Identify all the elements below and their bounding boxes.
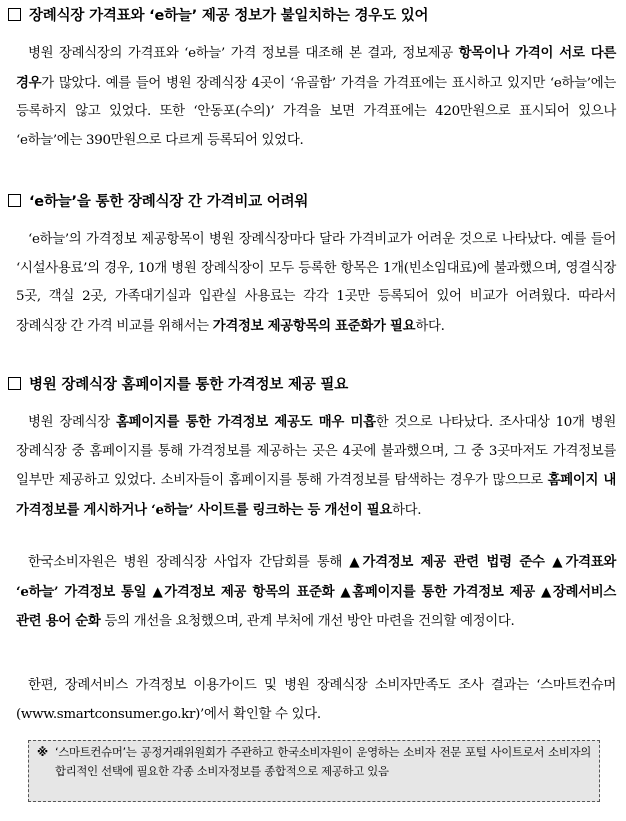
text-run: 가 많았다. 예를 들어 병원 장례식장 4곳이 ‘유골함’ 가격을 가격표에는 표시하고 있지만 ‘e하늘’에는 등록하지 않고 있었다. 또한 ‘안동포(수의)’ 가격을 보면 가격표에는 420만원으로 표시되어 있으나 ‘e하늘’에는 390만원으로 다르게 등록되어 있었다. [16, 75, 616, 148]
heading-text: 장례식장 가격표와 ‘e하늘’ 제공 정보가 불일치하는 경우도 있어 [29, 8, 429, 24]
paragraph-smartconsumer [16, 672, 616, 729]
footnote-text: ‘스마트컨슈머’는 공정거래위원회가 주관하고 한국소비자원이 운영하는 소비자 전문 포털 사이트로서 소비자의 합리적인 선택에 필요한 각종 소비자정보를 종합적으로 제공하고 있음 [55, 745, 591, 778]
section-heading-2 [6, 192, 618, 212]
text-run: 병원 장례식장의 가격표와 ‘e하늘’ 가격 정보를 대조해 본 결과, 정보제공 [28, 46, 459, 61]
reference-mark-icon: ※ [37, 745, 48, 759]
checkbox-bullet-icon [8, 377, 21, 390]
bold-text-run: 홈페이지를 통한 가격정보 제공도 매우 미흡 [115, 414, 376, 430]
heading-text: 병원 장례식장 홈페이지를 통한 가격정보 제공 필요 [29, 377, 349, 393]
section-heading-3 [6, 375, 618, 395]
checkbox-bullet-icon [8, 194, 21, 207]
footnote-box [28, 740, 600, 802]
bold-text-run: 항목이나 가격이 서로 다른 경우 [16, 45, 616, 91]
heading-text: ‘e하늘’을 통한 장례식장 간 가격비교 어려워 [29, 194, 309, 210]
paragraph-price-mismatch [16, 39, 616, 155]
text-run: 한편, 장례서비스 가격정보 이용가이드 및 병원 장례식장 소비자만족도 조사 결과는 ‘스마트컨슈머(www.smartconsumer.go.kr)’에서 확인할 수 있다. [16, 678, 616, 722]
text-run: 병원 장례식장 [28, 415, 116, 430]
paragraph-improvement-request [16, 548, 616, 637]
bold-text-run: 홈페이지 내 가격정보를 게시하거나 ‘e하늘’ 사이트를 링크하는 등 개선이 필요 [16, 472, 616, 518]
section-heading-1 [6, 6, 618, 26]
text-run: 하다. [415, 318, 445, 334]
paragraph-price-comparison [16, 226, 616, 341]
paragraph-homepage-info [16, 408, 616, 525]
text-run: 한국소비자원은 병원 장례식장 사업자 간담회를 통해 [28, 555, 350, 570]
bold-text-run: ▲가격정보 제공 관련 법령 준수 ▲가격표와 ‘e하늘’ 가격정보 통일 ▲가격정보 제공 항목의 표준화 ▲홈페이지를 통한 가격정보 제공 ▲장례서비스 관련 용어 순화 [16, 554, 616, 630]
bold-text-run: 가격정보 제공항목의 표준화가 필요 [212, 317, 416, 334]
text-run: 등의 개선을 요청했으며, 관계 부처에 개선 방안 마련을 건의할 예정이다. [100, 614, 515, 630]
checkbox-bullet-icon [8, 8, 21, 21]
text-run: 한 것으로 나타났다. 조사대상 10개 병원 장례식장 중 홈페이지를 통해 가격정보를 제공하는 곳은 4곳에 불과했으며, 그 중 3곳마저도 가격정보를 일부만 제공하고 있었다. 소비자들이 홈페이지를 통해 가격정보를 탐색하는 경우가 많으므로 [16, 415, 616, 489]
text-run: ‘e하늘’의 가격정보 제공항목이 병원 장례식장마다 달라 가격비교가 어려운 것으로 나타났다. 예를 들어 ‘시설사용료’의 경우, 10개 병원 장례식장이 모두 등록한 항목은 1개(빈소임대료)에 불과했으며, 영결식장 5곳, 객실 2곳, 가족대기실과 입관실 사용료는 각각 1곳만 등록되어 있어 비교가 어려웠다. 따라서 장례식장 간 가격 비교를 위해서는 [16, 232, 616, 334]
text-run: 하다. [392, 502, 422, 518]
